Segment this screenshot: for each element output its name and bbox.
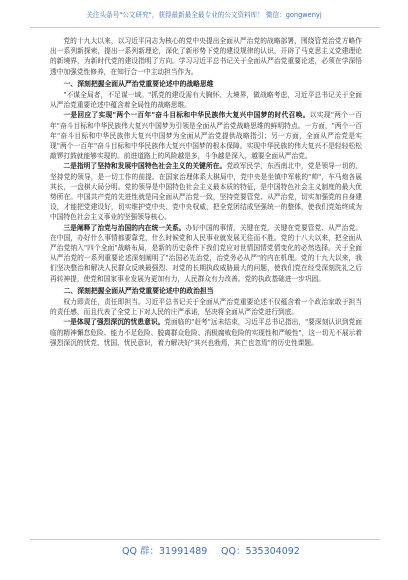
paragraph-text: 以实现"两个一百年"奋斗目标和中华民族伟大复兴中国梦为引领是全面从严治党战略思维的鲜明特点。一方面，"两个一百年"奋斗目标和中华民族伟大复兴中国梦为全面从严治党提供战略指引；另一方面，全面从严治党是实现"两个一百年"奋斗目标和中华民族伟大复兴中国梦的根本保障。实现中华民族的伟大复兴不是轻轻松松敲锣打鼓就能够实现的。前进道路上的风险越是多，斗争越是深入，越要全面从严治党。: [50, 111, 362, 161]
header-divider: [30, 27, 380, 28]
body-paragraph: 党的十九大以来，以习近平同志为核心的党中央提出全面从严治党的战略部署，围绕管党治党方略作出一系列新探索，提出一系列新理论，深化了新形势下党的建设规律的认识，开辟了马克思主义党建理论的新境界，为新时代党的建设指明了方向。学习习近平总书记关于全面从严治党重要论述，必须在学深悟透中加强党性修养，在知行合一中主动担当作为。: [50, 37, 362, 76]
qq-group-text: QQ 群：31991489: [122, 546, 208, 557]
body-paragraph: [50, 161, 362, 222]
body-paragraph: 权力即责任，责任即担当。习近平总书记关于全面从严治党重要论述不仅蕴含着一个政治家敢于担当的责任感，而且代表了全党上下对人民的庄严承诺，坚决将全面从严治党进行到底。: [50, 298, 362, 317]
paragraph-lead: 二是指明了坚持和发展中国特色社会主义的关键所在。: [63, 162, 227, 171]
document-body: [50, 36, 362, 536]
body-paragraph: [50, 110, 362, 161]
body-paragraph: "不谋全局者，不足谋一域。"抓党的建设需有大胸怀、大境界，做战略考虑，习近平总书记关于全面从严治党重要论述中蕴含着全局性的战略思维。: [50, 91, 362, 110]
section-heading: 二、深刻把握全面从严治党重要论述中的政治担当: [63, 286, 214, 295]
page-header: 关注头条号"公文研究"，获得最新最全最专业的公文资料库！ 微信：gongwenyj: [86, 11, 322, 19]
paragraph-lead: 一是回应了实现"两个一百年"奋斗目标和中华民族伟大复兴中国梦的时代召唤。: [63, 111, 310, 120]
body-paragraph: [50, 317, 362, 348]
footer-divider: [30, 539, 380, 540]
paragraph-lead: 三是阐释了治党与治国的内在统一关系。: [63, 223, 186, 232]
qq-contact-text: QQ：535304092: [221, 546, 300, 557]
paragraph-text: 党政军民学，东西南北中，党是领导一切的，坚持党的领导，是一切工作的前提。在国家治理体系大棋局中，党中央是坐镇中军帐的"帅"，车马炮各展其长，一盘棋大局分明。党的领导是中国特色社会主义最本质的特征，是中国特色社会主义制度的最大优势所在。中国共产党的先进性就是同全面从严治党一致，坚持党要管党、从严治党，切实加强党的自身建设，才能把党建设好，切实维护党中央、党中央权威，把全党团结成坚强统一的整体，使我们党始终成为中国特色社会主义事业的坚强领导核心。: [50, 162, 362, 222]
page-footer: [0, 543, 408, 559]
body-paragraph: [50, 223, 362, 284]
paragraph-lead: 一是体现了强烈深沉的忧患意识。: [63, 318, 165, 327]
section-heading: 一、深刻把握全面从严治党重要论述中的战略思维: [63, 79, 214, 88]
paragraph-text: 党面临的"赶考"远未结束，习近平总书记指出，"要深刻认识到党面临的精神懈怠危险、能力不足危险、脱离群众危险、消极腐败危险的实现性和严峻性"，这一切无不展示着强烈深沉的忧党、忧国、忧民意识，着力解决好"其兴也勃焉，其亡也忽焉"的历史性课题。: [50, 318, 362, 347]
paragraph-text: 办好中国的事情，关键在党，关键在党要管党、从严治党。在中国，办好什么事情都要靠党，什么时候党和人民事业就发展无往而不胜。党的十八大以来，把全面从严治党纳入"四个全面"战略布局，是新的历史条件下我们党应对世情国情党情变化的必然选择。关于全面从严治党的一系列重要论述深刻阐明了"治国必先治党，治党务必从严"的内在机理。党的十九大以来，我们坚决整治和解决人民群众反映最强烈、对党的长期执政威胁最大的问题，使我们党在经受深刻洗礼之后再转神提，使党和国家事业发展为更加有力，人民群众有力改善。党的执政基础进一步巩固。: [50, 223, 362, 283]
